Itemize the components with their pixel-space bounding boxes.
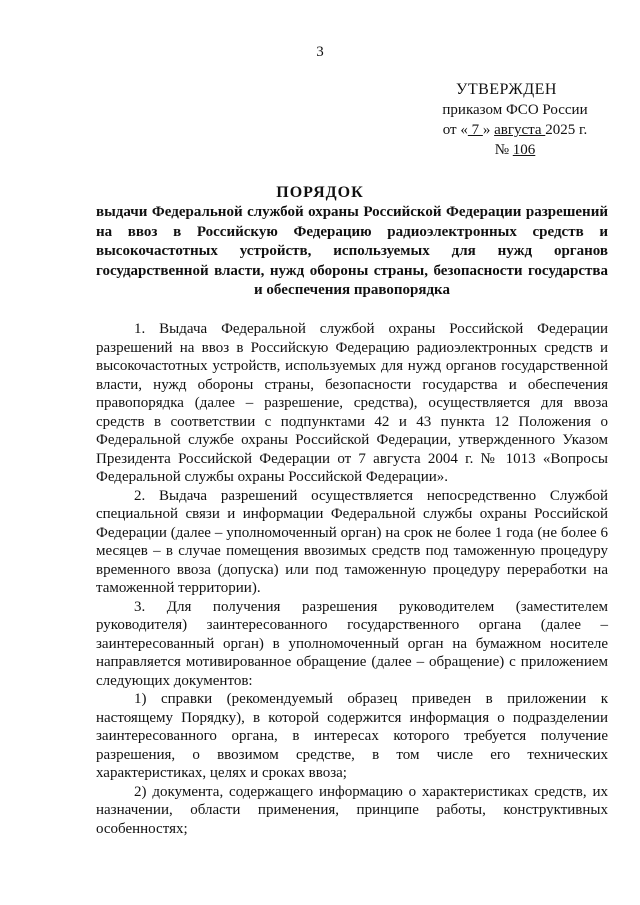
approval-number-line — [420, 140, 610, 160]
date-prefix: от « — [442, 122, 468, 138]
page-number: 3 — [316, 44, 324, 60]
document-body — [96, 320, 608, 838]
document-subtitle: выдачи Федеральной службой охраны Российской Федерации разрешений на ввоз в Российскую Федерацию радиоэлектронных средств и высокочастотных устройств, используемых для нужд органов государственной власти, нужд обороны страны, безопасности государства и обеспечения правопорядка — [96, 204, 608, 298]
approval-order-line: приказом ФСО России — [442, 102, 588, 118]
paragraph-3-item-1: 1) справки (рекомендуемый образец приведен в приложении к настоящему Порядку), в которой содержится информация о подразделении заинтересованного органа, в интересах которого требуется получение разрешения, о ввозимом средстве, в том числе его технических характеристиках, целях и сроках ввоза; — [96, 691, 608, 781]
approval-date-line — [420, 120, 610, 140]
approval-title: УТВЕРЖДЕН — [456, 81, 557, 98]
paragraph-3-item-2: 2) документа, содержащего информацию о характеристиках средств, их назначении, области применения, принципе работы, конструктивных особенностях; — [96, 783, 608, 837]
document-title: ПОРЯДОК — [276, 184, 364, 201]
approval-stamp — [420, 80, 610, 160]
date-day: 7 — [467, 122, 483, 138]
paragraph-3: 3. Для получения разрешения руководителем (заместителем руководителя) заинтересованного государственного органа (далее – заинтересованный орган) в уполномоченный орган на бумажном носителе направляется мотивированное обращение (далее – обращение) с приложением следующих документов: — [96, 598, 608, 689]
date-year: 2025 г. — [545, 122, 588, 138]
date-month: августа — [494, 122, 546, 138]
paragraph-1: 1. Выдача Федеральной службой охраны Российской Федерации разрешений на ввоз в Российскую Федерацию радиоэлектронных средств и высокочастотных устройств, используемых для нужд органов государственной власти, нужд обороны страны, безопасности государства и обеспечения правопорядка (далее – разрешение, средства), осуществляется для ввоза средств в соответствии с подпунктами 42 и 43 пункта 12 Положения о Федеральной службе охраны Российской Федерации, утвержденного Указом Президента Российской Федерации от 7 августа 2004 г. № 1013 «Вопросы Федеральной службы охраны Российской Федерации». — [96, 321, 608, 485]
date-mid: » — [482, 122, 495, 138]
paragraph-2: 2. Выдача разрешений осуществляется непосредственно Службой специальной связи и информации Федеральной службы охраны Российской Федерации (далее – уполномоченный орган) на срок не более 1 года (не более 6 месяцев – в случае помещения ввозимых средств под таможенную процедуру временного ввоза (допуска) или под таможенную процедуру переработки на таможенной территории). — [96, 487, 608, 596]
order-number: 106 — [512, 142, 536, 158]
number-prefix: № — [494, 142, 513, 158]
